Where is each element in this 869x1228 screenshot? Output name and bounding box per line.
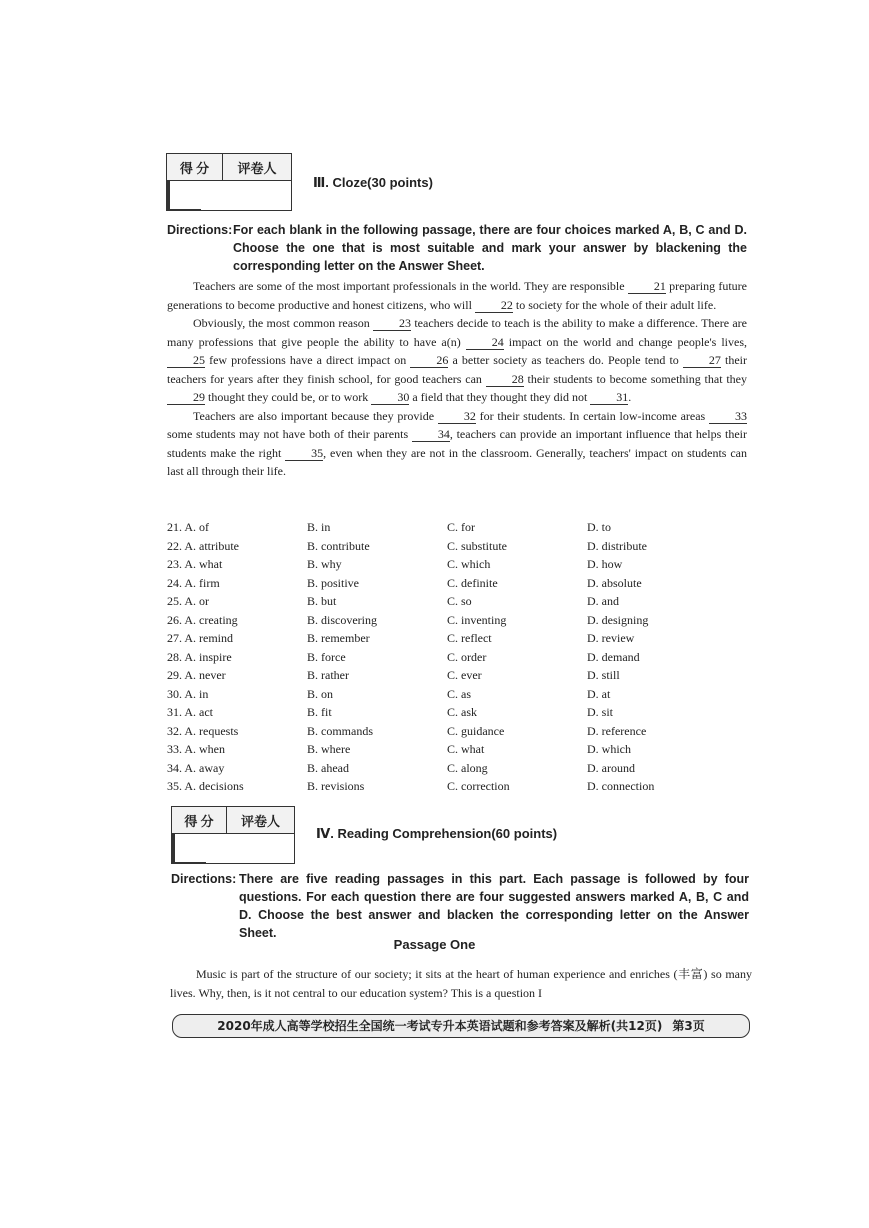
option-d: D. at <box>587 686 611 701</box>
option-row <box>167 555 767 574</box>
option-b: B. remember <box>307 631 370 645</box>
option-c: C. definite <box>447 575 498 590</box>
option-a: 21. A. of <box>167 520 209 534</box>
option-a: 27. A. remind <box>167 631 233 645</box>
passage-text: , even when they are not in the classroom. Generally, teachers' impact on students can last all through their life. <box>167 445 747 478</box>
blank-29: 29 <box>167 390 205 405</box>
option-d: D. absolute <box>587 575 642 590</box>
passage-text: some students may not have both of their parents <box>167 427 412 441</box>
cloze-directions <box>167 221 747 277</box>
option-row <box>167 574 767 593</box>
option-d: D. to <box>587 520 611 534</box>
option-d: D. connection <box>587 779 655 793</box>
option-c: C. what <box>447 742 485 756</box>
cloze-passage <box>167 277 747 481</box>
blank-23: 23 <box>373 316 411 331</box>
directions-lead: Directions: <box>167 223 233 237</box>
option-row <box>167 685 767 704</box>
option-c: C. along <box>447 760 488 775</box>
grader-label: 评卷人 <box>223 154 292 181</box>
passage-one-paragraph: Music is part of the structure of our society; it sits at the heart of human experience and enriches (丰富) so many lives. Why, then, is it not central to our education system? This is a question I <box>170 967 752 1000</box>
option-row <box>167 666 767 685</box>
blank-21: 21 <box>628 279 666 294</box>
option-a: 32. A. requests <box>167 723 239 738</box>
blank-32: 32 <box>438 409 476 424</box>
option-a: 29. A. never <box>167 668 226 682</box>
passage-text: a field that they thought they did not <box>409 390 591 404</box>
option-row <box>167 611 767 630</box>
option-b: B. force <box>307 649 346 664</box>
option-b: B. fit <box>307 705 332 719</box>
blank-27: 27 <box>683 353 721 368</box>
option-d: D. around <box>587 760 635 775</box>
score-label: 得 分 <box>167 154 223 181</box>
blank-22: 22 <box>475 298 513 313</box>
directions-text: For each blank in the following passage, there are four choices marked A, B, C and D. Choose the one that is most suitable and mark your answer by blackening the corresponding letter on the Answer Sheet. <box>233 223 747 273</box>
option-d: D. which <box>587 742 631 756</box>
option-row <box>167 759 767 778</box>
passage-text: their students to become something that they <box>523 371 747 386</box>
option-row <box>167 629 767 648</box>
option-c: C. correction <box>447 779 510 793</box>
cloze-options <box>167 518 767 796</box>
blank-24: 24 <box>466 335 504 350</box>
passage-text: to society for the whole of their adult life. <box>512 297 717 312</box>
option-d: D. designing <box>587 612 649 627</box>
option-b: B. revisions <box>307 779 365 793</box>
option-b: B. contribute <box>307 538 370 553</box>
option-c: C. ask <box>447 705 477 719</box>
option-row <box>167 537 767 556</box>
passage-text: impact on the world and change people's lives, <box>503 334 747 349</box>
passage-text: Obviously, the most common reason <box>193 316 374 330</box>
option-a: 33. A. when <box>167 742 225 756</box>
option-a: 34. A. away <box>167 760 225 775</box>
grader-blank-cell <box>169 182 170 209</box>
passage-title: Passage One <box>393 937 476 952</box>
passage-text: thought they could be, or to work <box>205 390 372 404</box>
cloze-section-title: Ⅲ. Cloze(30 points) <box>313 175 433 190</box>
option-c: C. order <box>447 649 487 664</box>
option-a: 26. A. creating <box>167 612 238 627</box>
option-b: B. rather <box>307 668 349 682</box>
option-c: C. inventing <box>447 612 507 627</box>
passage-text: for their students. In certain low-income areas <box>475 408 710 423</box>
option-c: C. so <box>447 594 472 608</box>
option-b: B. commands <box>307 723 373 738</box>
footer-text: 2020年成人高等学校招生全国统一考试专升本英语试题和参考答案及解析(共12页) <box>217 1019 663 1033</box>
option-a: 28. A. inspire <box>167 649 232 664</box>
passage-one-text <box>170 965 752 1002</box>
option-d: D. reference <box>587 723 647 738</box>
option-d: D. sit <box>587 705 614 719</box>
grader-blank-cell <box>174 835 175 862</box>
option-a: 25. A. or <box>167 594 209 608</box>
passage-text: Teachers are some of the most important professionals in the world. They are responsible <box>193 279 628 293</box>
option-a: 30. A. in <box>167 686 209 701</box>
cloze-paragraph <box>167 314 747 407</box>
blank-35: 35 <box>285 446 323 461</box>
option-b: B. ahead <box>307 760 349 775</box>
option-c: C. as <box>447 686 471 701</box>
option-b: B. positive <box>307 575 360 590</box>
footer-page-number: 第3页 <box>672 1019 705 1033</box>
score-box-reading <box>171 806 295 864</box>
option-d: D. distribute <box>587 538 647 553</box>
option-b: B. on <box>307 686 334 701</box>
option-a: 23. A. what <box>167 557 223 571</box>
option-d: D. still <box>587 668 620 682</box>
directions-text: There are five reading passages in this part. Each passage is followed by four questions. For each question there are four suggested answers marked A, B, C and D. Choose the best answer and blacken the corresponding letter on the Answer Sheet. <box>239 872 749 940</box>
blank-25: 25 <box>167 353 205 368</box>
cloze-paragraph <box>167 407 747 481</box>
option-c: C. for <box>447 520 475 534</box>
option-row <box>167 777 767 796</box>
passage-text: their teachers for years after they finish school, for good teachers can <box>167 353 747 386</box>
option-c: C. which <box>447 557 491 571</box>
option-row <box>167 648 767 667</box>
option-a: 22. A. attribute <box>167 538 239 553</box>
option-c: C. reflect <box>447 631 492 645</box>
option-d: D. how <box>587 557 623 571</box>
passage-text: Teachers are also important because they provide <box>193 408 438 423</box>
blank-34: 34 <box>412 427 450 442</box>
blank-33: 33 <box>709 409 747 424</box>
option-b: B. in <box>307 520 331 534</box>
option-d: D. demand <box>587 649 640 664</box>
option-a: 31. A. act <box>167 705 213 719</box>
option-row <box>167 703 767 722</box>
passage-text: , teachers can provide an important influence that helps their students make the right <box>167 427 747 460</box>
option-d: D. and <box>587 594 619 608</box>
blank-28: 28 <box>486 372 524 387</box>
grader-label: 评卷人 <box>227 807 295 834</box>
option-a: 24. A. firm <box>167 575 220 590</box>
option-d: D. review <box>587 631 635 645</box>
reading-section-title: Ⅳ. Reading Comprehension(60 points) <box>316 826 558 841</box>
option-a: 35. A. decisions <box>167 779 244 793</box>
option-row <box>167 722 767 741</box>
reading-directions <box>171 870 749 940</box>
passage-text: few professions have a direct impact on <box>205 353 411 367</box>
option-row <box>167 592 767 611</box>
page-footer <box>172 1014 750 1038</box>
passage-text: a better society as teachers do. People tend to <box>448 353 683 367</box>
passage-text: teachers decide to teach is the ability to make a difference. There are many professions that give people the ability to have a(n) <box>167 316 747 349</box>
score-box-cloze <box>166 153 292 211</box>
option-b: B. but <box>307 594 337 608</box>
option-c: C. ever <box>447 668 482 682</box>
option-b: B. discovering <box>307 612 377 627</box>
passage-text: preparing future generations to become productive and honest citizens, who will <box>167 279 747 312</box>
option-row <box>167 740 767 759</box>
score-label: 得 分 <box>172 807 227 834</box>
blank-26: 26 <box>410 353 448 368</box>
option-b: B. where <box>307 742 351 756</box>
passage-text: . <box>628 390 632 404</box>
blank-30: 30 <box>371 390 409 405</box>
option-row <box>167 518 767 537</box>
option-c: C. guidance <box>447 723 505 738</box>
directions-lead: Directions: <box>171 872 237 886</box>
option-b: B. why <box>307 557 342 571</box>
blank-31: 31 <box>590 390 628 405</box>
cloze-paragraph <box>167 277 747 314</box>
option-c: C. substitute <box>447 538 508 553</box>
